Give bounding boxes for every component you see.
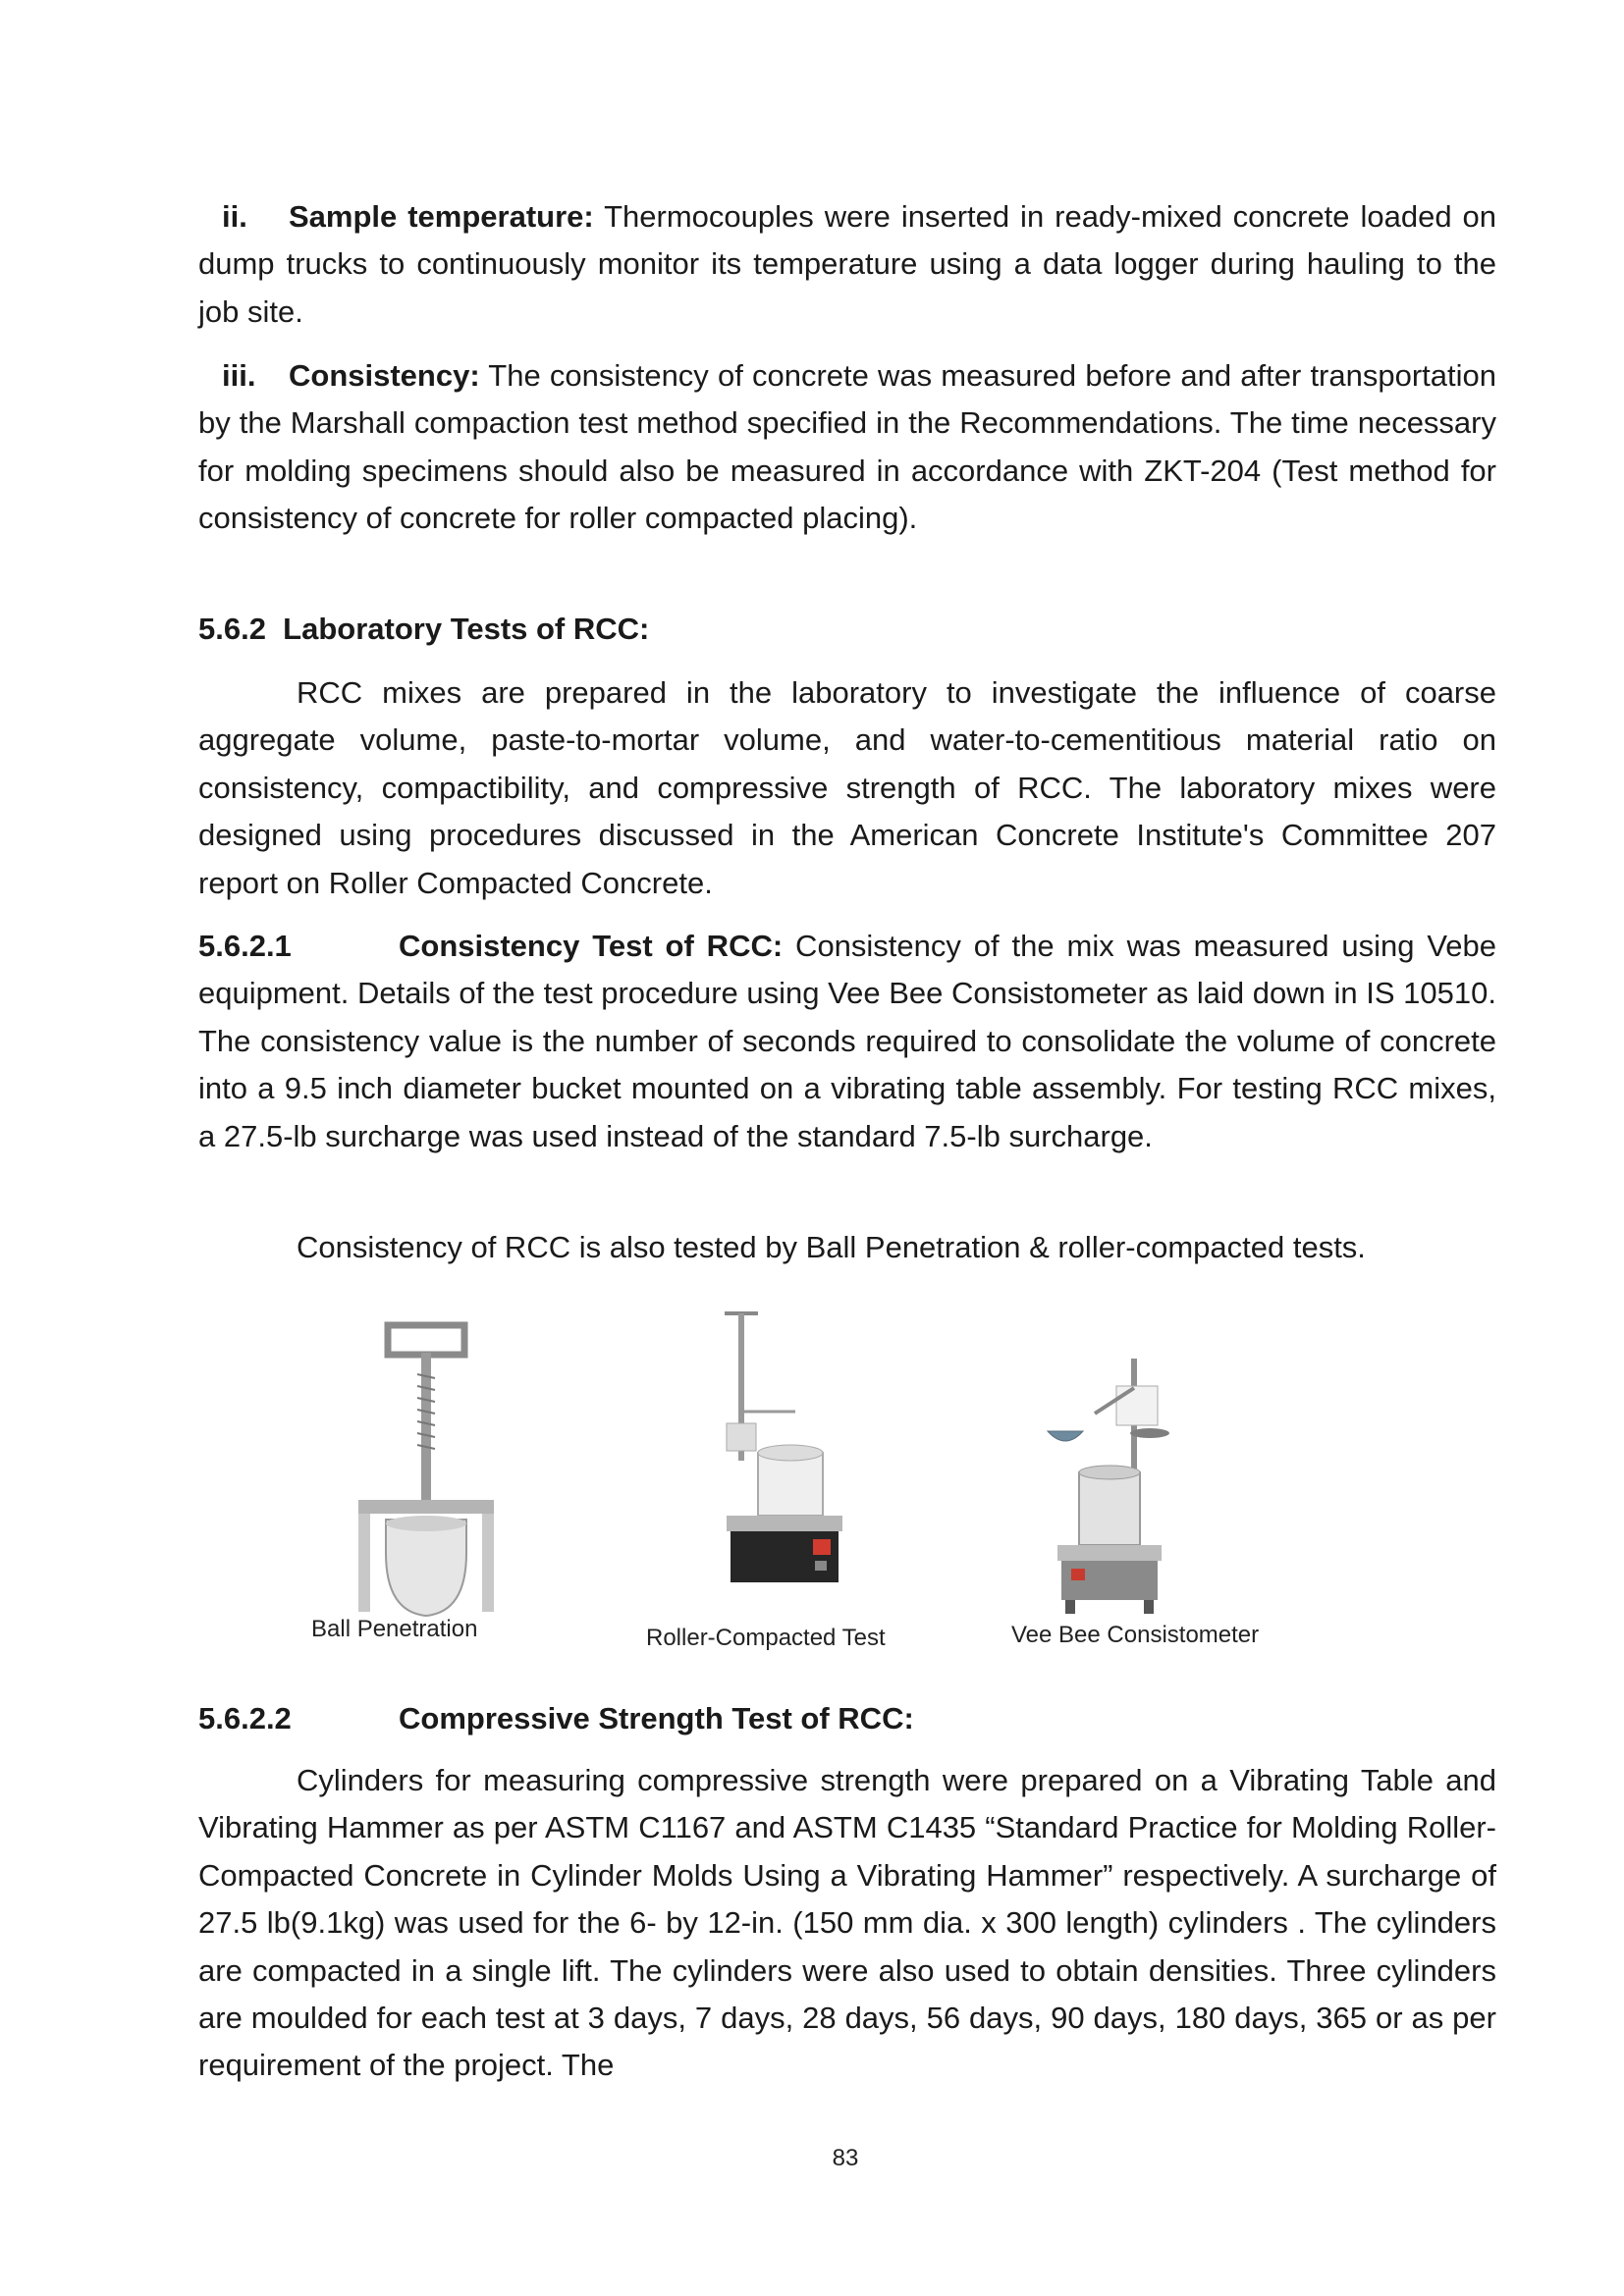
list-term: Consistency: [289, 358, 480, 393]
figure-caption-ball-penetration: Ball Penetration [311, 1616, 478, 1642]
list-text: Thermocouples were inserted in ready-mixed concrete loaded on dump trucks to continuously monitor its temperature using a data logger during hauling to the job site. [198, 199, 1496, 329]
paragraph-compressive-strength: Cylinders for measuring compressive strength were prepared on a Vibrating Table and Vibrating Hammer as per ASTM C1167 and ASTM C1435 “Standard Practice for Molding Roller-Compacted Concrete in Cylinder Molds Using a Vibrating Hammer” respectively. A surcharge of 27.5 lb(9.1kg) was used for the 6- by 12-in. (150 mm dia. x 300 length) cylinders . The cylinders are compacted in a single lift. The cylinders were also used to obtain densities. Three cylinders are moulded for each test at 3 days, 7 days, 28 days, 56 days, 90 days, 180 days, 365 or as per requirement of the project. The [198, 1763, 1496, 2083]
list-marker: iii. [222, 358, 256, 393]
figure-caption-roller-compacted-test: Roller-Compacted Test [646, 1625, 886, 1651]
section-term: Consistency Test of RCC: [399, 929, 784, 963]
vee-bee-consistometer-image [1036, 1296, 1183, 1667]
figure-caption-vee-bee-consistometer: Vee Bee Consistometer [1011, 1622, 1260, 1648]
paragraph-other-consistency-tests: Consistency of RCC is also tested by Ball Penetration & roller-compacted tests. [297, 1230, 1366, 1264]
list-marker: ii. [222, 199, 247, 234]
list-text: The consistency of concrete was measured before and after transportation by the Marshall compaction test method specified in the Recommendations. The time necessary for molding specimens should also be measured in accordance with ZKT-204 (Test method for consistency of concrete for roller compacted placing). [198, 358, 1496, 536]
section-heading-5-6-2-2 [198, 1695, 914, 1742]
section-number: 5.6.2.2 [198, 1701, 292, 1735]
roller-compacted-apparatus-image [697, 1296, 854, 1667]
section-5-6-2-1 [198, 923, 1496, 1160]
ball-penetration-apparatus-image [339, 1296, 511, 1667]
section-title: Compressive Strength Test of RCC: [399, 1701, 914, 1735]
list-term: Sample temperature: [289, 199, 594, 234]
list-item-sample-temperature [198, 193, 1496, 336]
section-heading-5-6-2: 5.6.2 Laboratory Tests of RCC: [198, 612, 650, 646]
section-text: Consistency of the mix was measured using Vebe equipment. Details of the test procedure using Vee Bee Consistometer as laid down in IS 10510. The consistency value is the number of seconds required to consolidate the volume of concrete into a 9.5 inch diameter bucket mounted on a vibrating table assembly. For testing RCC mixes, a 27.5-lb surcharge was used instead of the standard 7.5-lb surcharge. [198, 929, 1497, 1153]
paragraph-laboratory-tests: RCC mixes are prepared in the laboratory to investigate the influence of coarse aggregate volume, paste-to-mortar volume, and water-to-cementitious material ratio on consistency, compactibility, and compressive strength of RCC. The laboratory mixes were designed using procedures discussed in the American Concrete Institute's Committee 207 report on Roller Compacted Concrete. [198, 675, 1496, 900]
page-number: 83 [832, 2145, 859, 2171]
list-item-consistency [198, 352, 1496, 543]
section-number: 5.6.2.1 [198, 929, 292, 963]
